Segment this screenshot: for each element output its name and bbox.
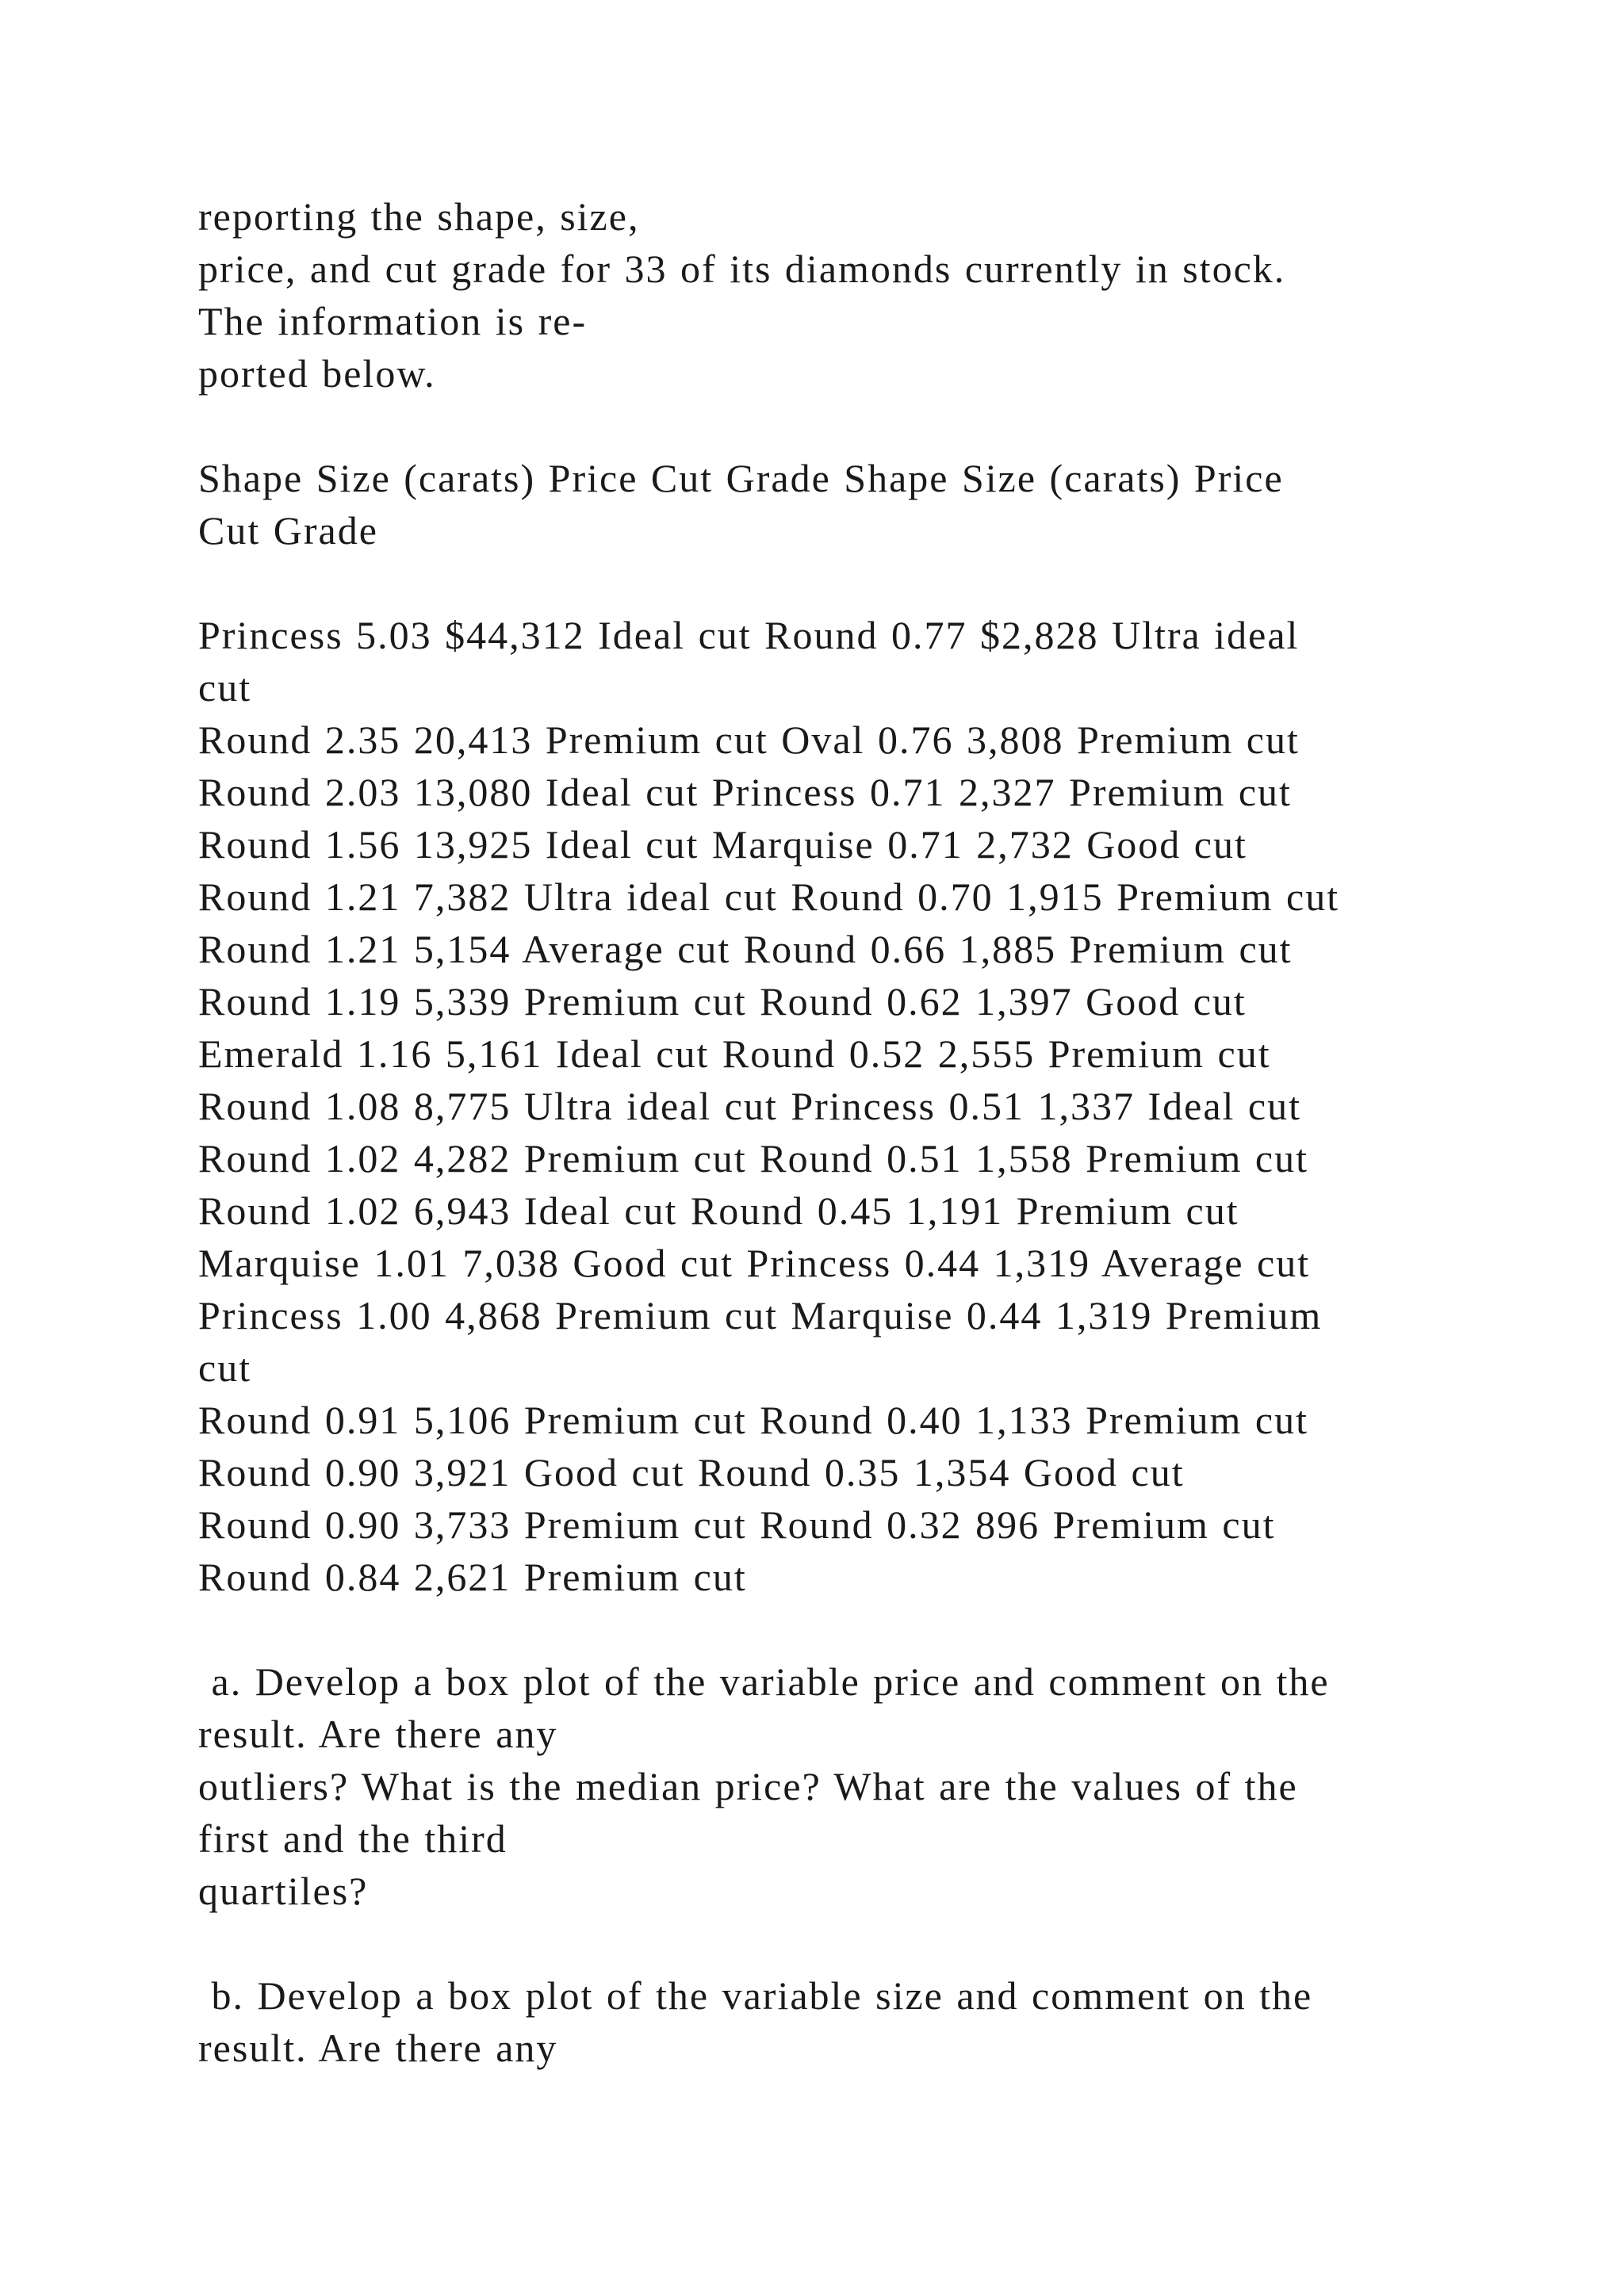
paragraph-gap <box>198 1603 1546 1655</box>
intro-paragraph <box>198 190 1546 400</box>
intro-line: ported below. <box>198 351 436 396</box>
table-row: Round 0.84 2,621 Premium cut <box>198 1555 747 1599</box>
table-row: Round 0.90 3,733 Premium cut Round 0.32 896 Premium cut <box>198 1502 1276 1547</box>
table-row: Round 1.21 7,382 Ultra ideal cut Round 0.70 1,915 Premium cut <box>198 874 1340 919</box>
question-b <box>198 1969 1546 2074</box>
table-row: Round 1.02 6,943 Ideal cut Round 0.45 1,191 Premium cut <box>198 1188 1239 1233</box>
paragraph-gap <box>198 400 1546 452</box>
question-a <box>198 1655 1546 1917</box>
table-header-line: Shape Size (carats) Price Cut Grade Shape Size (carats) Price <box>198 456 1284 500</box>
table-row: Round 0.90 3,921 Good cut Round 0.35 1,354 Good cut <box>198 1450 1185 1494</box>
question-a-line: result. Are there any <box>198 1712 558 1756</box>
table-row: Round 0.91 5,106 Premium cut Round 0.40 1,133 Premium cut <box>198 1398 1309 1442</box>
table-row: Round 1.56 13,925 Ideal cut Marquise 0.71 2,732 Good cut <box>198 822 1247 867</box>
question-a-line: first and the third <box>198 1816 508 1861</box>
question-b-line: b. Develop a box plot of the variable size and comment on the <box>198 1973 1313 2018</box>
table-row: cut <box>198 1345 252 1390</box>
document-text <box>198 190 1546 2074</box>
intro-line: price, and cut grade for 33 of its diamonds currently in stock. <box>198 247 1286 291</box>
table-row: Princess 5.03 $44,312 Ideal cut Round 0.77 $2,828 Ultra ideal <box>198 613 1300 657</box>
table-row: cut <box>198 665 252 710</box>
table-row: Round 1.02 4,282 Premium cut Round 0.51 1,558 Premium cut <box>198 1136 1309 1181</box>
table-row: Round 2.35 20,413 Premium cut Oval 0.76 3,808 Premium cut <box>198 718 1300 762</box>
question-b-line: result. Are there any <box>198 2026 558 2070</box>
question-a-line: outliers? What is the median price? What are the values of the <box>198 1764 1298 1808</box>
paragraph-gap <box>198 1917 1546 1969</box>
table-rows <box>198 609 1546 1603</box>
table-row: Marquise 1.01 7,038 Good cut Princess 0.44 1,319 Average cut <box>198 1241 1311 1285</box>
table-row: Emerald 1.16 5,161 Ideal cut Round 0.52 2,555 Premium cut <box>198 1031 1271 1076</box>
table-header-line: Cut Grade <box>198 508 378 553</box>
question-a-line: a. Develop a box plot of the variable price and comment on the <box>198 1659 1330 1704</box>
table-row: Round 1.19 5,339 Premium cut Round 0.62 1,397 Good cut <box>198 979 1247 1024</box>
table-row: Round 1.21 5,154 Average cut Round 0.66 1,885 Premium cut <box>198 927 1293 971</box>
intro-line: reporting the shape, size, <box>198 194 640 239</box>
question-a-line: quartiles? <box>198 1869 369 1913</box>
table-row: Princess 1.00 4,868 Premium cut Marquise 0.44 1,319 Premium <box>198 1293 1323 1337</box>
table-row: Round 2.03 13,080 Ideal cut Princess 0.71 2,327 Premium cut <box>198 770 1292 814</box>
table-row: Round 1.08 8,775 Ultra ideal cut Princess 0.51 1,337 Ideal cut <box>198 1084 1301 1128</box>
paragraph-gap <box>198 557 1546 609</box>
table-header <box>198 452 1546 557</box>
intro-line: The information is re- <box>198 299 588 343</box>
